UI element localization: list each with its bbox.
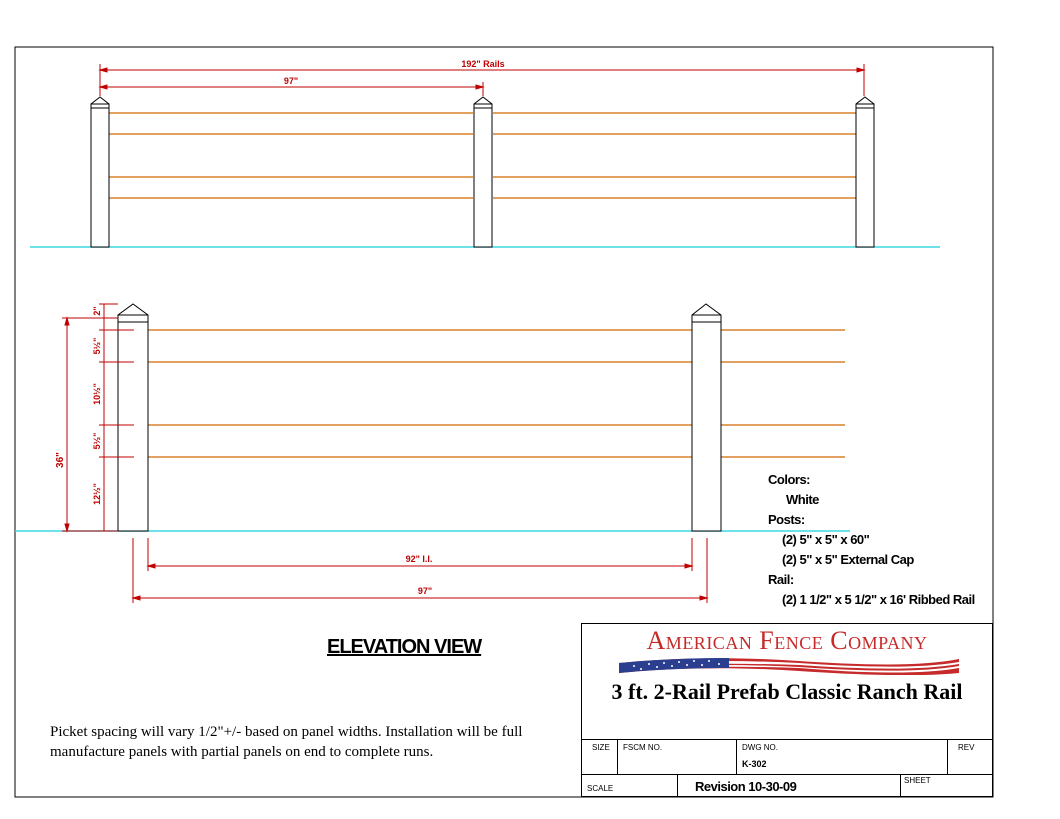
post-item: (2) 5" x 5" External Cap: [782, 552, 914, 567]
dimension-overall-label: 192" Rails: [461, 59, 505, 69]
drawing-title: 3 ft. 2-Rail Prefab Classic Ranch Rail: [611, 679, 963, 704]
rail-item: (2) 1 1/2" x 5 1/2" x 16' Ribbed Rail: [782, 592, 975, 607]
installation-note: Picket spacing will vary 1/2"+/- based on panel widths. Installation will be full manufacture panels with partial panels on end to complete runs.: [50, 724, 523, 760]
dimension-seg1-label: 5½": [92, 337, 102, 355]
dimension-inside-length-label: 92" I.l.: [405, 554, 433, 564]
rev-label: REV: [958, 743, 975, 752]
sheet-label: SHEET: [904, 776, 931, 785]
fence-post: [474, 97, 492, 247]
dimension-post-spacing-top-label: 97": [283, 76, 299, 86]
rail-heading: Rail:: [768, 572, 794, 587]
color-value: White: [786, 492, 819, 507]
fscm-label: FSCM NO.: [623, 743, 663, 752]
view-title: ELEVATION VIEW: [327, 636, 482, 658]
fence-post: [118, 304, 148, 531]
title-block: [581, 623, 993, 797]
fence-post: [91, 97, 109, 247]
dimension-post-spacing-bottom-label: 97": [417, 586, 433, 596]
dimension-height-label: 36": [55, 452, 66, 468]
flag-logo-icon: [619, 655, 959, 675]
dwg-label: DWG NO.: [742, 743, 778, 752]
materials-list: [768, 470, 975, 610]
dimension-seg3-label: 5½": [92, 432, 102, 450]
scale-label: SCALE: [587, 784, 614, 793]
posts-heading: Posts:: [768, 512, 805, 527]
revision-text: Revision 10-30-09: [695, 779, 797, 794]
colors-heading: Colors:: [768, 472, 810, 487]
dimension-seg4-label: 12½": [92, 483, 102, 505]
size-label: SIZE: [592, 743, 610, 752]
dwg-number: K-302: [742, 759, 767, 769]
post-item: (2) 5" x 5" x 60": [782, 532, 870, 547]
rails-bottom: [148, 330, 845, 457]
dimension-seg2-label: 10½": [92, 383, 102, 405]
fence-post: [692, 304, 721, 531]
dimension-cap-label: 2": [92, 306, 102, 316]
company-name: American Fence Company: [646, 626, 928, 655]
fence-post: [856, 97, 874, 247]
